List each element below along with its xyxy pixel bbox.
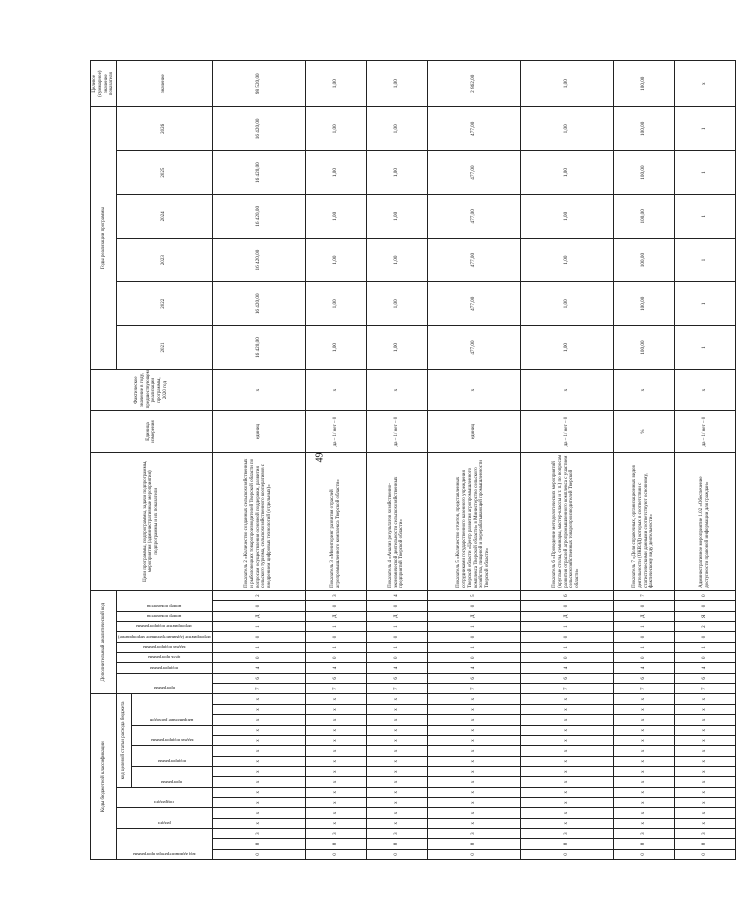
code-digit-cell: x bbox=[613, 756, 674, 766]
code-digit-cell: 4 bbox=[674, 663, 735, 673]
code-digit-cell: x bbox=[520, 818, 613, 828]
code-digit-cell: x bbox=[674, 808, 735, 818]
target-value-cell: 1,00 bbox=[305, 61, 366, 107]
code-digit-cell: 3 bbox=[520, 828, 613, 838]
code-digit-cell: 8 bbox=[427, 839, 520, 849]
value-2025-cell: 16 420,00 bbox=[212, 151, 305, 195]
code-digit-cell: x bbox=[366, 715, 427, 725]
value-2025-cell: 1,00 bbox=[520, 151, 613, 195]
code-digit-cell: x bbox=[366, 797, 427, 807]
header-years-title: Годы реализации программы bbox=[91, 107, 117, 369]
code-digit-cell: x bbox=[674, 725, 735, 735]
value-2026-cell: 1,00 bbox=[305, 107, 366, 151]
code-digit-cell: x bbox=[520, 746, 613, 756]
code-digit-cell: x bbox=[212, 787, 305, 797]
code-digit-cell: 0 bbox=[366, 601, 427, 611]
code-digit-cell: 0 bbox=[520, 601, 613, 611]
code-digit-cell: x bbox=[212, 735, 305, 745]
code-digit-cell: x bbox=[212, 694, 305, 704]
code-digit-cell: 3 bbox=[613, 828, 674, 838]
code-digit-cell: 4 bbox=[613, 663, 674, 673]
code-digit-cell: x bbox=[212, 808, 305, 818]
code-digit-cell: 4 bbox=[520, 663, 613, 673]
code-digit-cell: Д bbox=[212, 611, 305, 621]
code-digit-cell: 0 bbox=[305, 653, 366, 663]
value-2026-cell: 16 420,00 bbox=[212, 107, 305, 151]
unit-cell: да – 1/ нет – 0 bbox=[366, 411, 427, 452]
code-digit-cell: x bbox=[613, 725, 674, 735]
code-digit-cell: 1 bbox=[212, 642, 305, 652]
code-digit-cell: x bbox=[674, 746, 735, 756]
code-digit-cell: x bbox=[212, 766, 305, 776]
code-digit-cell: x bbox=[674, 777, 735, 787]
header-year-2023: 2023 bbox=[117, 238, 213, 282]
code-digit-cell: x bbox=[613, 694, 674, 704]
code-digit-cell: 1 bbox=[520, 621, 613, 631]
header-direction: направление расходов bbox=[132, 694, 212, 725]
code-digit-cell: 0 bbox=[212, 849, 305, 859]
code-digit-cell: 1 bbox=[613, 621, 674, 631]
code-digit-cell: 0 bbox=[305, 849, 366, 859]
indicator-name-cell: Показатель 5 «Количество отчетов, представленных сотрудниками государственного казенного учреждения Тверской области «Центр развития агропромышленного комплекса Тверской области» в Министерство сельского хозяйства, пищевой и перерабатывающей промышленности Тверской области» bbox=[427, 452, 520, 590]
header-budget-codes: Коды бюджетной классификации bbox=[91, 694, 117, 860]
code-digit-cell: x bbox=[366, 725, 427, 735]
value-2022-cell: 477,00 bbox=[427, 282, 520, 326]
code-digit-cell: 1 bbox=[613, 642, 674, 652]
header-section: раздел bbox=[117, 808, 213, 829]
code-digit-cell: 0 bbox=[366, 653, 427, 663]
code-digit-cell: x bbox=[427, 704, 520, 714]
code-digit-cell: 6 bbox=[305, 673, 366, 683]
code-digit-cell: x bbox=[366, 777, 427, 787]
value-2023-cell: 1,00 bbox=[520, 238, 613, 282]
code-digit-cell: x bbox=[674, 756, 735, 766]
code-digit-cell: 1 bbox=[305, 621, 366, 631]
code-digit-cell: x bbox=[427, 756, 520, 766]
code-digit-cell: 8 bbox=[674, 839, 735, 849]
code-digit-cell: 0 bbox=[674, 601, 735, 611]
code-digit-cell: x bbox=[212, 777, 305, 787]
code-digit-cell: 7 bbox=[212, 684, 305, 694]
code-digit-cell: 1 bbox=[520, 642, 613, 652]
code-digit-cell: 3 bbox=[305, 828, 366, 838]
code-digit-cell: 8 bbox=[520, 839, 613, 849]
code-digit-cell: x bbox=[520, 694, 613, 704]
code-digit-cell: 3 bbox=[674, 828, 735, 838]
code-digit-cell: 7 bbox=[305, 684, 366, 694]
unit-cell: % bbox=[613, 411, 674, 452]
value-2021-cell: 1,00 bbox=[366, 326, 427, 370]
value-2025-cell: 477,00 bbox=[427, 151, 520, 195]
code-digit-cell: 6 bbox=[613, 673, 674, 683]
code-digit-cell: x bbox=[427, 715, 520, 725]
value-2021-cell: 477,00 bbox=[427, 326, 520, 370]
header-a-task: задача подпрограммы bbox=[117, 642, 213, 652]
indicator-name-cell: Показатель 3 «Мониторинг развития отраслей агропромышленного комплекса Тверской области» bbox=[305, 452, 366, 590]
header-a-indicator-num: номер показателя bbox=[117, 590, 213, 611]
table-row bbox=[520, 61, 613, 860]
code-digit-cell: 4 bbox=[366, 590, 427, 600]
code-digit-cell: 5 bbox=[427, 590, 520, 600]
code-digit-cell: 0 bbox=[613, 601, 674, 611]
code-digit-cell: x bbox=[613, 746, 674, 756]
code-digit-cell: 0 bbox=[366, 632, 427, 642]
code-digit-cell: x bbox=[305, 715, 366, 725]
header-program: программа bbox=[132, 766, 212, 787]
code-digit-cell: x bbox=[427, 766, 520, 776]
code-digit-cell: x bbox=[674, 818, 735, 828]
code-digit-cell: x bbox=[613, 797, 674, 807]
value-2024-cell: 1,00 bbox=[520, 194, 613, 238]
code-digit-cell: Д bbox=[427, 611, 520, 621]
code-digit-cell: x bbox=[305, 818, 366, 828]
code-digit-cell: 6 bbox=[366, 673, 427, 683]
code-digit-cell: 0 bbox=[674, 590, 735, 600]
value-2022-cell: 16 420,00 bbox=[212, 282, 305, 326]
value-2025-cell: 1,00 bbox=[305, 151, 366, 195]
code-digit-cell: x bbox=[427, 808, 520, 818]
value-2026-cell: 1,00 bbox=[520, 107, 613, 151]
code-digit-cell: x bbox=[520, 808, 613, 818]
code-digit-cell: x bbox=[366, 735, 427, 745]
code-digit-cell: x bbox=[305, 704, 366, 714]
code-digit-cell: x bbox=[305, 808, 366, 818]
code-digit-cell: 0 bbox=[212, 601, 305, 611]
code-digit-cell: x bbox=[212, 756, 305, 766]
code-digit-cell: x bbox=[305, 797, 366, 807]
code-digit-cell: 0 bbox=[674, 653, 735, 663]
value-2021-cell: 1 bbox=[674, 326, 735, 370]
header-year-2021: 2021 bbox=[117, 326, 213, 370]
header-target-title: Целевое (суммарное) значение показателя bbox=[91, 61, 117, 107]
code-digit-cell: 0 bbox=[427, 601, 520, 611]
code-digit-cell: x bbox=[366, 808, 427, 818]
base-year-cell: x bbox=[305, 369, 366, 410]
value-2021-cell: 1,00 bbox=[305, 326, 366, 370]
program-indicators-table bbox=[90, 60, 736, 860]
header-a-event-sub: мероприятие подпрограммы bbox=[117, 621, 213, 631]
code-digit-cell: 8 bbox=[212, 839, 305, 849]
value-2025-cell: 1,00 bbox=[366, 151, 427, 195]
value-2022-cell: 1,00 bbox=[366, 282, 427, 326]
value-2023-cell: 1,00 bbox=[366, 238, 427, 282]
code-digit-cell: 0 bbox=[520, 653, 613, 663]
code-digit-cell: x bbox=[674, 735, 735, 745]
code-digit-cell: x bbox=[613, 704, 674, 714]
table-sheet bbox=[90, 60, 710, 860]
target-value-cell: 100,00 bbox=[613, 61, 674, 107]
header-base-year: Фактическое значение в году, предшествующем реализации программы, 2020 год bbox=[91, 369, 213, 410]
target-value-cell: 1,00 bbox=[520, 61, 613, 107]
table-row bbox=[212, 61, 305, 860]
code-digit-cell: x bbox=[520, 797, 613, 807]
code-digit-cell: 0 bbox=[305, 601, 366, 611]
base-year-cell: x bbox=[427, 369, 520, 410]
code-digit-cell: Д bbox=[613, 611, 674, 621]
table-row bbox=[366, 61, 427, 860]
value-2025-cell: 1 bbox=[674, 151, 735, 195]
code-digit-cell: x bbox=[520, 787, 613, 797]
code-digit-cell: x bbox=[305, 746, 366, 756]
code-digit-cell: x bbox=[427, 725, 520, 735]
table-row bbox=[674, 61, 735, 860]
code-digit-cell: x bbox=[674, 787, 735, 797]
code-digit-cell: x bbox=[366, 766, 427, 776]
code-digit-cell: x bbox=[520, 756, 613, 766]
unit-cell: да – 1/ нет – 0 bbox=[674, 411, 735, 452]
header-task: задача подпрограммы bbox=[132, 725, 212, 746]
value-2021-cell: 16 420,00 bbox=[212, 326, 305, 370]
value-2024-cell: 1 bbox=[674, 194, 735, 238]
header-a-program: программа bbox=[117, 673, 213, 694]
code-digit-cell: x bbox=[674, 694, 735, 704]
base-year-cell: x bbox=[674, 369, 735, 410]
header-subprogram: подпрограмма bbox=[132, 746, 212, 767]
code-digit-cell: 3 bbox=[366, 828, 427, 838]
base-year-cell: x bbox=[613, 369, 674, 410]
indicator-name-cell: Показатель 7 «Доля справочных, организационных видов деятельности (ОКВЭД) которых в соответствии с статистическими данными соответствуют основному, фактическому виду деятельности» bbox=[613, 452, 674, 590]
code-digit-cell: 7 bbox=[674, 684, 735, 694]
code-digit-cell: x bbox=[212, 818, 305, 828]
header-target-article: код целевой статьи расхода бюджета bbox=[117, 694, 132, 787]
code-digit-cell: 0 bbox=[212, 653, 305, 663]
code-digit-cell: 6 bbox=[520, 673, 613, 683]
header-year-2025: 2025 bbox=[117, 151, 213, 195]
value-2022-cell: 1 bbox=[674, 282, 735, 326]
code-digit-cell: x bbox=[613, 777, 674, 787]
code-digit-cell: 1 bbox=[212, 621, 305, 631]
target-value-cell: x bbox=[674, 61, 735, 107]
code-digit-cell: 0 bbox=[613, 653, 674, 663]
code-digit-cell: x bbox=[613, 808, 674, 818]
code-digit-cell: x bbox=[427, 694, 520, 704]
code-digit-cell: x bbox=[212, 704, 305, 714]
code-digit-cell: x bbox=[212, 797, 305, 807]
header-goals-title: Цели программы, подпрограммы, задачи подпрограммы, мероприятия (административные мероприятия) подпрограммы и их показатели bbox=[91, 452, 213, 590]
target-value-cell: 1,00 bbox=[366, 61, 427, 107]
value-2023-cell: 1 bbox=[674, 238, 735, 282]
code-digit-cell: x bbox=[427, 746, 520, 756]
code-digit-cell: 0 bbox=[427, 632, 520, 642]
code-digit-cell: x bbox=[212, 746, 305, 756]
header-row-1 bbox=[91, 61, 117, 860]
code-digit-cell: 0 bbox=[674, 632, 735, 642]
indicator-name-cell: Показатель 6 «Проведение методологических мероприятий (круглые столы, семинары, мастер-классы и т. п.) по вопросам развития отраслей агропромышленного комплекса с участием сельскохозяйственных товаропроизводителей Тверской области» bbox=[520, 452, 613, 590]
code-digit-cell: 1 bbox=[305, 642, 366, 652]
code-digit-cell: x bbox=[520, 766, 613, 776]
code-digit-cell: x bbox=[674, 797, 735, 807]
code-digit-cell: 4 bbox=[305, 663, 366, 673]
code-digit-cell: x bbox=[520, 725, 613, 735]
code-digit-cell: x bbox=[613, 715, 674, 725]
value-2022-cell: 100,00 bbox=[613, 282, 674, 326]
code-digit-cell: x bbox=[674, 704, 735, 714]
code-digit-cell: 0 bbox=[520, 849, 613, 859]
base-year-cell: x bbox=[366, 369, 427, 410]
header-year-2024: 2024 bbox=[117, 194, 213, 238]
header-a-event: мероприятие (административное мероприятие) bbox=[117, 632, 213, 642]
header-a-activity: номер показателя bbox=[117, 611, 213, 621]
value-2024-cell: 16 420,00 bbox=[212, 194, 305, 238]
code-digit-cell: Д bbox=[520, 611, 613, 621]
code-digit-cell: 2 bbox=[212, 590, 305, 600]
unit-cell: да – 1/ нет – 0 bbox=[305, 411, 366, 452]
code-digit-cell: Я bbox=[674, 611, 735, 621]
code-digit-cell: x bbox=[520, 735, 613, 745]
value-2021-cell: 100,00 bbox=[613, 326, 674, 370]
header-additional-code: Дополнительный аналитический код bbox=[91, 590, 117, 694]
code-digit-cell: x bbox=[674, 715, 735, 725]
code-digit-cell: Д bbox=[305, 611, 366, 621]
code-digit-cell: x bbox=[613, 735, 674, 745]
code-digit-cell: x bbox=[305, 756, 366, 766]
value-2023-cell: 16 420,00 bbox=[212, 238, 305, 282]
code-digit-cell: x bbox=[520, 715, 613, 725]
code-digit-cell: x bbox=[305, 777, 366, 787]
code-digit-cell: 0 bbox=[212, 632, 305, 642]
code-digit-cell: x bbox=[366, 756, 427, 766]
code-digit-cell: 6 bbox=[427, 673, 520, 683]
header-year-2022: 2022 bbox=[117, 282, 213, 326]
rotated-table-wrapper bbox=[90, 60, 710, 860]
header-unit: Единица измерения bbox=[91, 411, 213, 452]
code-digit-cell: x bbox=[674, 766, 735, 776]
value-2023-cell: 1,00 bbox=[305, 238, 366, 282]
code-digit-cell: 6 bbox=[520, 590, 613, 600]
code-digit-cell: x bbox=[520, 777, 613, 787]
code-digit-cell: x bbox=[427, 787, 520, 797]
indicator-name-cell: Административное мероприятие 1.02 «Обеспечение доступности правовой информации для граждан» bbox=[674, 452, 735, 590]
value-2026-cell: 1 bbox=[674, 107, 735, 151]
code-digit-cell: 4 bbox=[427, 663, 520, 673]
code-digit-cell: 1 bbox=[366, 621, 427, 631]
code-digit-cell: 0 bbox=[427, 653, 520, 663]
code-digit-cell: 3 bbox=[212, 828, 305, 838]
code-digit-cell: x bbox=[366, 818, 427, 828]
value-2024-cell: 1,00 bbox=[366, 194, 427, 238]
code-digit-cell: x bbox=[305, 694, 366, 704]
code-digit-cell: x bbox=[305, 725, 366, 735]
value-2024-cell: 100,00 bbox=[613, 194, 674, 238]
code-digit-cell: 8 bbox=[366, 839, 427, 849]
page-number: 49 bbox=[314, 452, 326, 463]
code-digit-cell: x bbox=[427, 797, 520, 807]
code-digit-cell: Д bbox=[366, 611, 427, 621]
code-digit-cell: 8 bbox=[305, 839, 366, 849]
code-digit-cell: 0 bbox=[613, 849, 674, 859]
code-digit-cell: 0 bbox=[674, 849, 735, 859]
code-digit-cell: 7 bbox=[613, 684, 674, 694]
table-body bbox=[212, 61, 735, 860]
header-a-subprogram: подпрограмма bbox=[117, 663, 213, 673]
code-digit-cell: x bbox=[366, 787, 427, 797]
code-digit-cell: 2 bbox=[674, 621, 735, 631]
value-2023-cell: 100,00 bbox=[613, 238, 674, 282]
code-digit-cell: 0 bbox=[520, 632, 613, 642]
value-2021-cell: 1,00 bbox=[520, 326, 613, 370]
indicator-name-cell: Показатель 4 «Анализ результатов хозяйственно-экономической деятельности сельскохозяйственных предприятий Тверской области» bbox=[366, 452, 427, 590]
code-digit-cell: x bbox=[613, 787, 674, 797]
code-digit-cell: 0 bbox=[305, 632, 366, 642]
code-digit-cell: x bbox=[427, 777, 520, 787]
target-value-cell: 2 862,00 bbox=[427, 61, 520, 107]
code-digit-cell: 7 bbox=[366, 684, 427, 694]
header-value: значение bbox=[117, 61, 213, 107]
value-2023-cell: 477,00 bbox=[427, 238, 520, 282]
value-2026-cell: 477,00 bbox=[427, 107, 520, 151]
code-digit-cell: x bbox=[613, 818, 674, 828]
code-digit-cell: x bbox=[366, 746, 427, 756]
value-2024-cell: 477,00 bbox=[427, 194, 520, 238]
target-value-cell: 98 520,00 bbox=[212, 61, 305, 107]
code-digit-cell: x bbox=[305, 735, 366, 745]
unit-cell: единиц bbox=[212, 411, 305, 452]
code-digit-cell: x bbox=[520, 704, 613, 714]
code-digit-cell: 3 bbox=[305, 590, 366, 600]
value-2024-cell: 1,00 bbox=[305, 194, 366, 238]
code-digit-cell: 1 bbox=[674, 642, 735, 652]
code-digit-cell: 0 bbox=[366, 849, 427, 859]
value-2026-cell: 1,00 bbox=[366, 107, 427, 151]
code-digit-cell: x bbox=[366, 694, 427, 704]
code-digit-cell: 7 bbox=[613, 590, 674, 600]
code-digit-cell: 7 bbox=[520, 684, 613, 694]
code-digit-cell: 6 bbox=[674, 673, 735, 683]
code-digit-cell: 7 bbox=[427, 684, 520, 694]
code-digit-cell: 4 bbox=[212, 663, 305, 673]
code-digit-cell: 0 bbox=[427, 849, 520, 859]
code-digit-cell: x bbox=[212, 715, 305, 725]
code-digit-cell: x bbox=[613, 766, 674, 776]
table-row bbox=[427, 61, 520, 860]
code-digit-cell: x bbox=[427, 818, 520, 828]
header-a-goal: цель программы bbox=[117, 653, 213, 663]
code-digit-cell: 1 bbox=[427, 642, 520, 652]
code-digit-cell: 1 bbox=[427, 621, 520, 631]
header-admin-code: код администратора программы bbox=[117, 828, 213, 859]
code-digit-cell: x bbox=[305, 787, 366, 797]
code-digit-cell: 3 bbox=[427, 828, 520, 838]
code-digit-cell: x bbox=[427, 735, 520, 745]
table-row bbox=[613, 61, 674, 860]
table-row bbox=[305, 61, 366, 860]
code-digit-cell: x bbox=[305, 766, 366, 776]
unit-cell: да – 1/ нет – 0 bbox=[520, 411, 613, 452]
value-2025-cell: 100,00 bbox=[613, 151, 674, 195]
code-digit-cell: 6 bbox=[212, 673, 305, 683]
base-year-cell: x bbox=[212, 369, 305, 410]
base-year-cell: x bbox=[520, 369, 613, 410]
value-2022-cell: 1,00 bbox=[305, 282, 366, 326]
code-digit-cell: 8 bbox=[613, 839, 674, 849]
indicator-name-cell: Показатель 2 «Количество созданных сельскохозяйственных и рыболовецких товаропроизводителей Тверской области по вопросам осуществления основной поддержки, развития сельского туризма, сельскохозяйственного кооперативов с внедрением цифровых технологий (отдельных)» bbox=[212, 452, 305, 590]
code-digit-cell: 1 bbox=[366, 642, 427, 652]
header-year-2026: 2026 bbox=[117, 107, 213, 151]
code-digit-cell: x bbox=[212, 725, 305, 735]
code-digit-cell: 4 bbox=[366, 663, 427, 673]
header-subsection: подраздел bbox=[117, 787, 213, 808]
value-2026-cell: 100,00 bbox=[613, 107, 674, 151]
value-2022-cell: 1,00 bbox=[520, 282, 613, 326]
code-digit-cell: x bbox=[366, 704, 427, 714]
code-digit-cell: 0 bbox=[613, 632, 674, 642]
unit-cell: единиц bbox=[427, 411, 520, 452]
